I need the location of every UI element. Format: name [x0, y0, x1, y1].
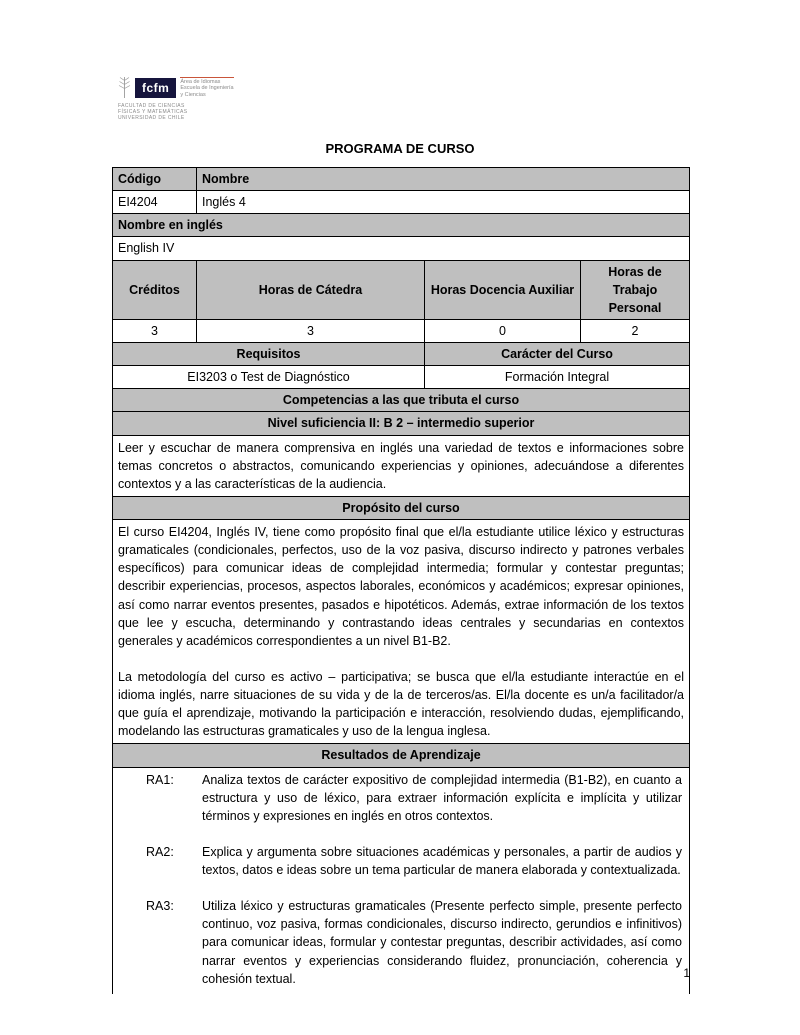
requisitos-header: Requisitos — [113, 343, 425, 366]
logo-unit-text — [180, 77, 233, 99]
document-title: PROGRAMA DE CURSO — [325, 141, 475, 156]
horas-catedra-value: 3 — [197, 320, 425, 343]
creditos-header: Créditos — [113, 261, 197, 320]
resultado-item-ra2 — [118, 843, 684, 879]
university-emblem-icon — [118, 76, 131, 99]
proposito-paragraph-2: La metodología del curso es activo – participativa; se busca que el/la estudiante interactúe en el idioma inglés, narre situaciones de su vida y de la de terceros/as. El/la docente es un/a facilitador/a que guía el aprendizaje, motivando la participación e interacción, resolviendo dudas, ejemplificando, modelando las estructuras gramaticales y uso de la lengua inglesa. — [118, 669, 684, 739]
fcfm-logo — [118, 76, 238, 121]
logo-unit-line: Escuela de Ingeniería — [180, 85, 234, 92]
codigo-value: EI4204 — [113, 191, 197, 214]
page-number: 1 — [683, 966, 690, 980]
ra1-label: RA1: — [146, 772, 174, 787]
logo-faculty-text — [118, 103, 238, 121]
horas-docencia-value: 0 — [425, 320, 581, 343]
ra1-text: Analiza textos de carácter expositivo de complejidad intermedia (B1-B2), en cuanto a estructura y uso de léxico, para extraer información explícita e implícita y utilizar términos y expresiones en inglés en otros contextos. — [202, 772, 682, 823]
nombre-value: Inglés 4 — [197, 191, 690, 214]
requisitos-value: EI3203 o Test de Diagnóstico — [113, 366, 425, 389]
resultado-item-ra3 — [118, 897, 684, 988]
fcfm-logo-top — [118, 76, 238, 99]
nombre-header: Nombre — [197, 168, 690, 191]
horas-catedra-header: Horas de Cátedra — [197, 261, 425, 320]
competencias-header: Competencias a las que tributa el curso — [113, 389, 690, 412]
fcfm-wordmark: fcfm — [135, 78, 176, 98]
logo-faculty-line: FACULTAD DE CIENCIAS — [118, 103, 185, 109]
course-table — [112, 167, 690, 994]
ra2-text: Explica y argumenta sobre situaciones académicas y personales, a partir de audios y textos, datos e ideas sobre un tema particular de manera elaborada y contextualizada. — [202, 844, 682, 877]
nivel-header: Nivel suficiencia II: B 2 – intermedio superior — [113, 412, 690, 435]
ra3-label: RA3: — [146, 899, 174, 914]
nombre-ingles-header: Nombre en inglés — [113, 214, 690, 237]
creditos-value: 3 — [113, 320, 197, 343]
proposito-text — [113, 520, 690, 744]
logo-faculty-line: FÍSICAS Y MATEMÁTICAS — [118, 109, 188, 115]
ra2-label: RA2: — [146, 844, 174, 859]
logo-faculty-line: UNIVERSIDAD DE CHILE — [118, 115, 185, 121]
horas-trabajo-value: 2 — [581, 320, 690, 343]
nombre-ingles-value: English IV — [113, 237, 690, 260]
resultados-header: Resultados de Aprendizaje — [113, 744, 690, 767]
logo-unit-line: y Ciencias — [180, 91, 206, 98]
resultado-item-ra1 — [118, 771, 684, 825]
proposito-header: Propósito del curso — [113, 497, 690, 520]
proposito-paragraph-1: El curso EI4204, Inglés IV, tiene como propósito final que el/la estudiante utilice léxico y estructuras gramaticales (condicionales, perfectos, uso de la voz pasiva, discurso indirecto y patrones verbales específicos) para comunicar ideas de complejidad intermedia; formular y contestar preguntas; describir experiencias, procesos, aspectos laborales, económicos y académicos; expresar opiniones, así como narrar eventos presentes, pasados e hipotéticos. Además, extrae información de los textos que lee y escucha, determinando y contrastando ideas centrales y secundarias en contextos generales y académicos correspondientes a un nivel B1-B2. — [118, 525, 684, 648]
caracter-value: Formación Integral — [425, 366, 690, 389]
horas-trabajo-header: Horas de Trabajo Personal — [581, 261, 690, 320]
resultados-list — [113, 768, 690, 994]
horas-docencia-header: Horas Docencia Auxiliar — [425, 261, 581, 320]
logo-unit-line: Área de Idiomas — [180, 78, 221, 85]
ra3-text: Utiliza léxico y estructuras gramaticales (Presente perfecto simple, presente perfecto continuo, voz pasiva, formas condicionales, discurso indirecto, gerundios e infinitivos) para comunicar ideas, formular y contestar preguntas, describir actividades, así como narrar eventos y experiencias considerando fluidez, pronunciación, coherencia y cohesión textual. — [202, 899, 682, 986]
codigo-header: Código — [113, 168, 197, 191]
competencias-text: Leer y escuchar de manera comprensiva en inglés una variedad de textos e informaciones sobre temas concretos o abstractos, comunicando experiencias y opiniones, adecuándose a diferentes contextos y a las características de la audiencia. — [113, 436, 690, 497]
caracter-header: Carácter del Curso — [425, 343, 690, 366]
